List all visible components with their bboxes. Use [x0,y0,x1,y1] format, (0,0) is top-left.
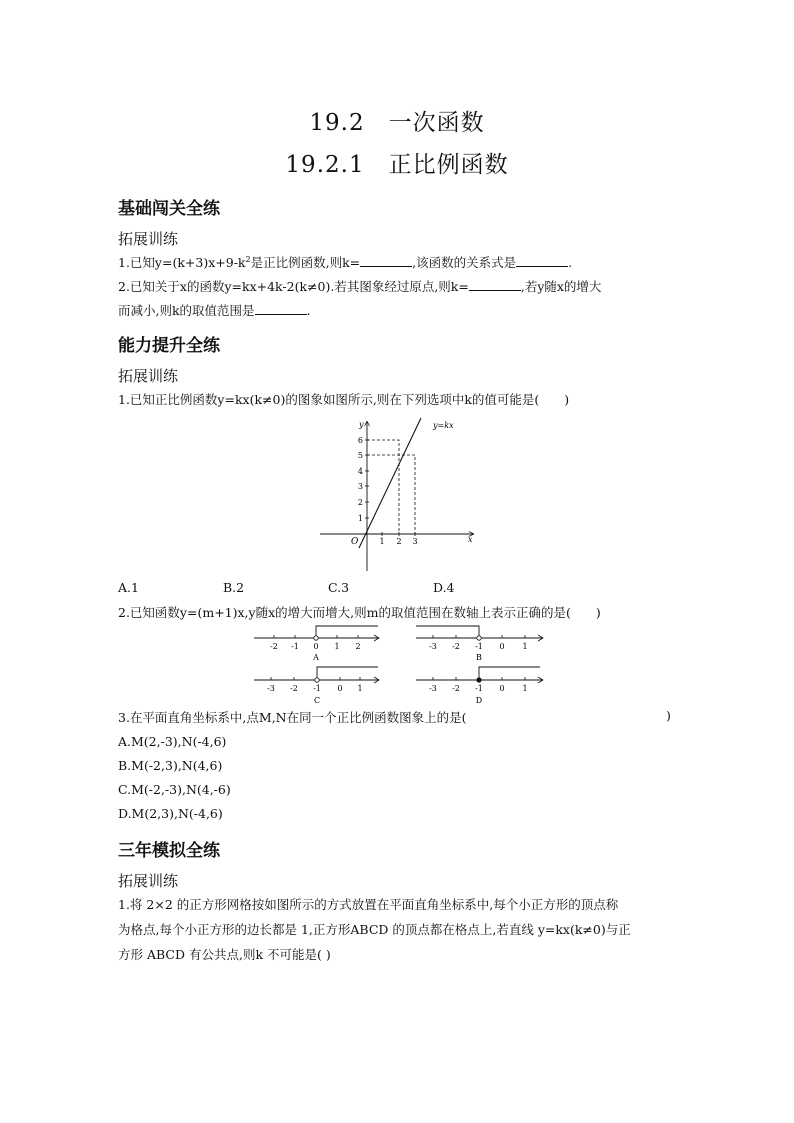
tick-label: -3 [267,684,275,693]
tick-label: -2 [452,684,460,693]
tick-label: 1 [522,642,528,651]
tick-label: 1 [357,684,363,693]
y-tick-label: 6 [357,436,363,445]
y-axis-label: y [359,420,364,429]
answer-blank[interactable] [360,256,412,267]
tick-label: 0 [313,642,319,651]
q3-option-a[interactable]: A.M(2,-3),N(-4,6) [118,734,227,749]
tick-label: -2 [290,684,298,693]
tick-label: 0 [337,684,343,693]
x-tick-label: 3 [412,537,418,546]
section-sub-mock: 拓展训练 [118,872,179,890]
answer-blank[interactable] [516,256,568,267]
tick-label: 2 [355,642,361,651]
answer-blank[interactable] [255,304,307,315]
tick-label: -3 [429,684,437,693]
q3-option-c[interactable]: C.M(-2,-3),N(4,-6) [118,782,231,797]
tick-label: 1 [522,684,528,693]
number-line-c[interactable] [252,664,382,706]
tick-label: -2 [452,642,460,651]
ability-question-3: 3.在平面直角坐标系中,点M,N在同一个正比例函数图象上的是( [118,710,467,725]
tick-label: -1 [313,684,321,693]
x-tick-label: 1 [379,537,385,546]
line-label: y=kx [433,421,454,430]
y-tick-label: 5 [357,451,363,460]
q3-option-d[interactable]: D.M(2,3),N(-4,6) [118,806,223,821]
y-tick-label: 4 [357,467,363,476]
x-tick-label: 2 [396,537,402,546]
tick-label: -1 [291,642,299,651]
tick-label: -1 [475,642,483,651]
ability-question-1: 1.已知正比例函数y=kx(k≠0)的图象如图所示,则在下列选项中k的值可能是( ) [118,392,570,407]
section-sub-ability: 拓展训练 [118,367,179,385]
dashed-guide-5 [367,455,415,534]
page-title: 19.2 一次函数 [309,110,485,136]
option-label: A [313,653,319,662]
mock-question-1-line-1: 1.将 2×2 的正方形网格按如图所示的方式放置在平面直角坐标系中,每个小正方形的顶点称 [118,897,619,912]
tick-label: 0 [499,684,505,693]
tick-label: -3 [429,642,437,651]
section-heading-basic: 基础闯关全练 [118,199,220,219]
y-tick-label: 3 [357,482,363,491]
mock-question-1-line-2: 为格点,每个小正方形的边长都是 1,正方形ABCD 的顶点都在格点上,若直线 y=kx(k≠0)与正 [118,922,631,937]
basic-q2-text-b: ,若y随x的增大 [520,279,602,294]
number-line-b[interactable] [414,624,546,664]
basic-q1-exponent: 2 [245,254,251,264]
ability-question-2: 2.已知函数y=(m+1)x,y随x的增大而增大,则m的取值范围在数轴上表示正确的是( ) [118,605,601,620]
page-subtitle: 19.2.1 正比例函数 [285,152,509,178]
option-label: C [313,696,321,705]
q3-option-b[interactable]: B.M(-2,3),N(4,6) [118,758,223,773]
proportional-function-graph [315,416,480,574]
tick-label: 1 [334,642,340,651]
option-a[interactable]: A.1 [118,580,139,595]
option-d[interactable]: D.4 [433,580,455,595]
tick-label: 0 [499,642,505,651]
origin-label: O [351,537,359,547]
basic-q1-text-b: 是正比例函数,则k= [250,255,361,270]
tick-label: -2 [270,642,278,651]
number-line-d[interactable] [414,664,546,706]
section-sub-basic: 拓展训练 [118,230,179,248]
basic-q2-text-c: 而减小,则k的取值范围是 [118,303,255,318]
section-heading-mock: 三年模拟全练 [118,841,220,861]
option-label: B [476,653,482,662]
y-tick-label: 1 [357,514,363,523]
section-heading-ability: 能力提升全练 [118,336,220,356]
basic-q2-end: . [306,303,311,318]
basic-q1-text-a: 1.已知y=(k+3)x+9-k [118,255,246,270]
option-label: D [475,696,483,705]
basic-question-2-line-1 [118,277,601,295]
basic-q1-text-c: ,该函数的关系式是 [412,255,517,270]
number-line-a[interactable] [252,624,382,664]
option-b[interactable]: B.2 [223,580,245,595]
option-c[interactable]: C.3 [328,580,350,595]
tick-label: -1 [475,684,483,693]
basic-q1-end: . [568,255,573,270]
ability-question-3-close: ) [666,708,671,723]
basic-question-2-line-2 [118,301,311,319]
mock-question-1-line-3: 方形 ABCD 有公共点,则k 不可能是( ) [118,947,331,962]
y-tick-label: 2 [357,498,363,507]
x-axis-label: x [468,535,473,544]
function-line [359,418,421,548]
answer-blank[interactable] [469,280,521,291]
basic-q2-text-a: 2.已知关于x的函数y=kx+4k-2(k≠0).若其图象经过原点,则k= [118,279,469,294]
basic-question-1 [118,253,572,271]
